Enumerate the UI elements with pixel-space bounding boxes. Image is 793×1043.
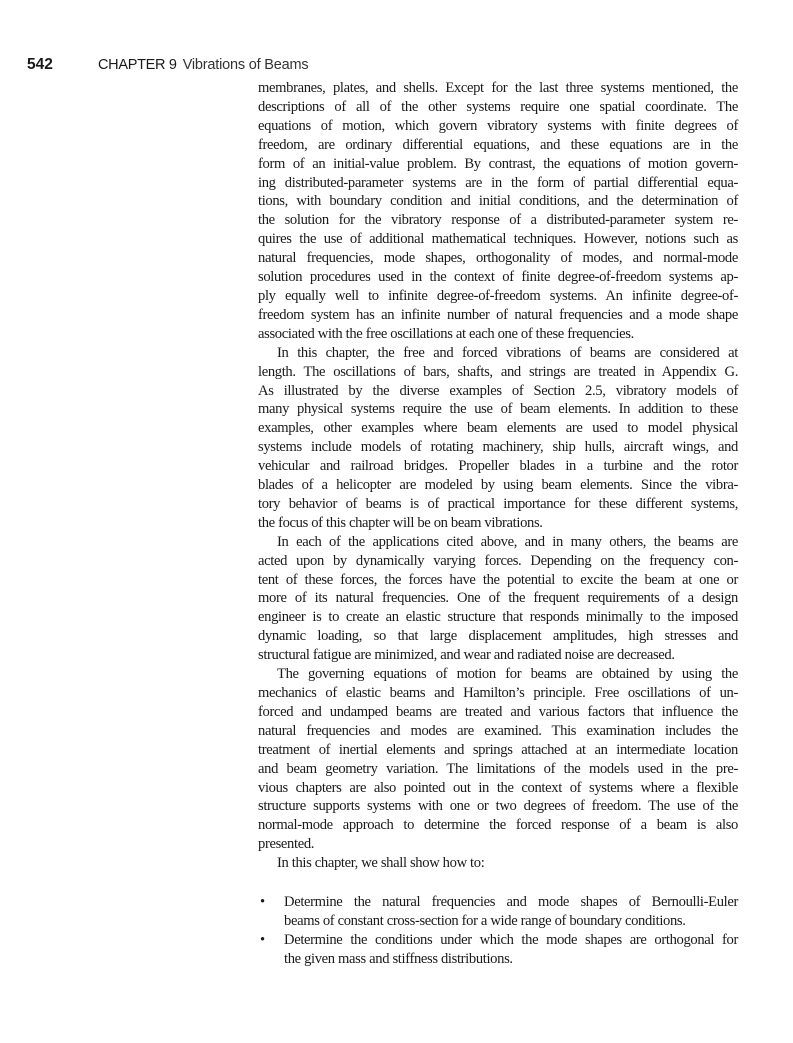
text-line: The governing equations of motion for beams are obtained by using the (277, 666, 738, 683)
text-line: structural fatigue are minimized, and wear and radiated noise are decreased. (258, 647, 675, 664)
text-line: In this chapter, we shall show how to: (277, 855, 485, 872)
text-line: In each of the applications cited above, and in many others, the beams are (277, 533, 738, 550)
paragraph (258, 854, 738, 873)
text-line: and beam geometry variation. The limitations of the models used in the pre- (258, 760, 738, 777)
text-line: equations of motion, which govern vibratory systems with finite degrees of (258, 117, 738, 134)
bullet-line: Determine the natural frequencies and mode shapes of Bernoulli-Euler (284, 894, 738, 911)
page-number: 542 (27, 56, 53, 73)
text-line: dynamic loading, so that large displacement amplitudes, high stresses and (258, 628, 738, 645)
text-line: ing distributed-parameter systems are in the form of partial differential equa- (258, 174, 738, 191)
text-line: acted upon by dynamically varying forces. Depending on the frequency con- (258, 552, 738, 569)
chapter-label: CHAPTER 9 (98, 57, 177, 73)
text-line: length. The oscillations of bars, shafts, and strings are treated in Appendix G. (258, 363, 738, 380)
text-line: form of an initial-value problem. By contrast, the equations of motion govern- (258, 155, 738, 172)
bullet-item (258, 893, 738, 931)
text-line: many physical systems require the use of beam elements. In addition to these (258, 401, 738, 418)
spacer (258, 873, 738, 893)
text-line: freedom system has an infinite number of natural frequencies and a mode shape (258, 306, 738, 323)
text-line: membranes, plates, and shells. Except for the last three systems mentioned, the (258, 80, 738, 96)
text-line: descriptions of all of the other systems require one spatial coordinate. The (258, 98, 738, 115)
text-line: associated with the free oscillations at each one of these frequencies. (258, 325, 634, 342)
chapter-title: Vibrations of Beams (182, 57, 309, 73)
body-text (258, 79, 738, 969)
text-line: vehicular and railroad bridges. Propeller blades in a turbine and the rotor (258, 458, 738, 475)
text-line: quires the use of additional mathematical techniques. However, notions such as (258, 231, 738, 248)
text-line: systems include models of rotating machinery, ship hulls, aircraft wings, and (258, 439, 738, 456)
paragraph (258, 344, 738, 533)
running-header (27, 56, 308, 74)
text-line: presented. (258, 836, 315, 853)
paragraph (258, 665, 738, 854)
text-line: blades of a helicopter are modeled by using beam elements. Since the vibra- (258, 477, 738, 494)
text-line: engineer is to create an elastic structure that responds minimally to the imposed (258, 609, 738, 626)
text-line: solution procedures used in the context of finite degree-of-freedom systems ap- (258, 269, 738, 286)
text-line: ply equally well to infinite degree-of-freedom systems. An infinite degree-of- (258, 287, 738, 304)
text-line: normal-mode approach to determine the forced response of a beam is also (258, 817, 738, 834)
bullet-icon: • (260, 931, 265, 948)
text-line: tions, with boundary condition and initial conditions, and the determination of (258, 193, 738, 210)
text-line: treatment of inertial elements and springs attached at an intermediate location (258, 741, 738, 758)
text-line: As illustrated by the diverse examples of Section 2.5, vibratory models of (258, 382, 738, 399)
bullet-line: the given mass and stiffness distributions. (284, 950, 513, 967)
text-line: natural frequencies and modes are examined. This examination includes the (258, 722, 738, 739)
text-line: In this chapter, the free and forced vibrations of beams are considered at (277, 344, 738, 361)
text-line: more of its natural frequencies. One of the frequent requirements of a design (258, 590, 738, 607)
text-line: forced and undamped beams are treated and various factors that influence the (258, 703, 738, 720)
text-line: tory behavior of beams is of practical importance for these different systems, (258, 495, 738, 512)
bullet-list (258, 893, 738, 969)
bullet-line: beams of constant cross-section for a wide range of boundary conditions. (284, 912, 686, 929)
text-line: structure supports systems with one or two degrees of freedom. The use of the (258, 798, 738, 815)
text-line: the focus of this chapter will be on beam vibrations. (258, 514, 543, 531)
text-line: examples, other examples where beam elements are used to model physical (258, 420, 738, 437)
bullet-icon: • (260, 894, 265, 911)
text-line: tent of these forces, the forces have the potential to excite the beam at one or (258, 571, 738, 588)
text-line: freedom, are ordinary differential equations, and these equations are in the (258, 136, 738, 153)
paragraph (258, 79, 738, 344)
bullet-line: Determine the conditions under which the mode shapes are orthogonal for (284, 931, 738, 948)
text-line: the solution for the vibratory response of a distributed-parameter system re- (258, 212, 738, 229)
paragraph (258, 533, 738, 665)
text-line: natural frequencies, mode shapes, orthogonality of modes, and normal-mode (258, 250, 738, 267)
text-line: mechanics of elastic beams and Hamilton’s principle. Free oscillations of un- (258, 685, 738, 701)
text-line: vious chapters are also pointed out in the context of systems where a flexible (258, 779, 738, 796)
bullet-item (258, 931, 738, 969)
